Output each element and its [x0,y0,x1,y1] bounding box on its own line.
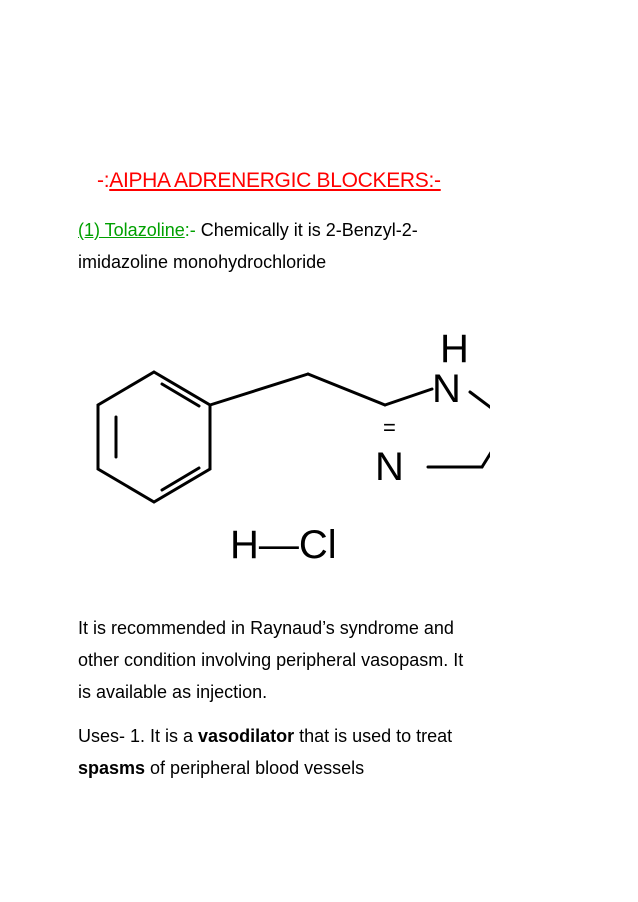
c-nh-bond [385,389,432,405]
ch2-bond-1 [210,374,308,405]
atom-h: H [440,327,469,371]
intro-line-1 [78,214,578,246]
description-line-1: It is recommended in Raynaud’s syndrome and [78,618,454,638]
heading-prefix: -: [97,169,110,192]
heading-title: AIPHA ADRENERGIC BLOCKERS:- [109,169,441,192]
double-bond-mark: = [383,415,396,440]
intro-line-2: imidazoline monohydrochloride [78,252,327,272]
nh-ch2-bond [470,392,490,422]
uses-prefix: Uses- 1. It is a [78,726,199,746]
description-line-3: is available as injection. [78,682,268,702]
uses-suffix: of peripheral blood vessels [145,758,365,778]
ch2-bond-2 [308,374,385,405]
tolazoline-structure [70,322,490,572]
title-separator: :- [184,220,196,240]
uses-line-1 [78,720,578,752]
tolazoline-intro [78,214,578,278]
uses-mid: that is used to treat [294,726,453,746]
ch2-ch2-bond [482,422,490,467]
uses-term-spasms: spasms [78,758,146,778]
tolazoline-title: (1) Tolazoline [78,220,185,240]
intro-text-1: Chemically it is 2-Benzyl-2- [195,220,418,240]
section-heading [97,169,441,193]
description-line-2: other condition involving peripheral vasopasm. It [78,650,464,670]
uses-paragraph [78,720,578,784]
atom-n-bottom: N [375,445,404,489]
description-paragraph [78,612,578,708]
uses-term-vasodilator: vasodilator [198,726,295,746]
atom-n-top: N [432,367,461,411]
hcl-salt: H—Cl [230,523,337,567]
uses-line-2 [78,752,578,784]
